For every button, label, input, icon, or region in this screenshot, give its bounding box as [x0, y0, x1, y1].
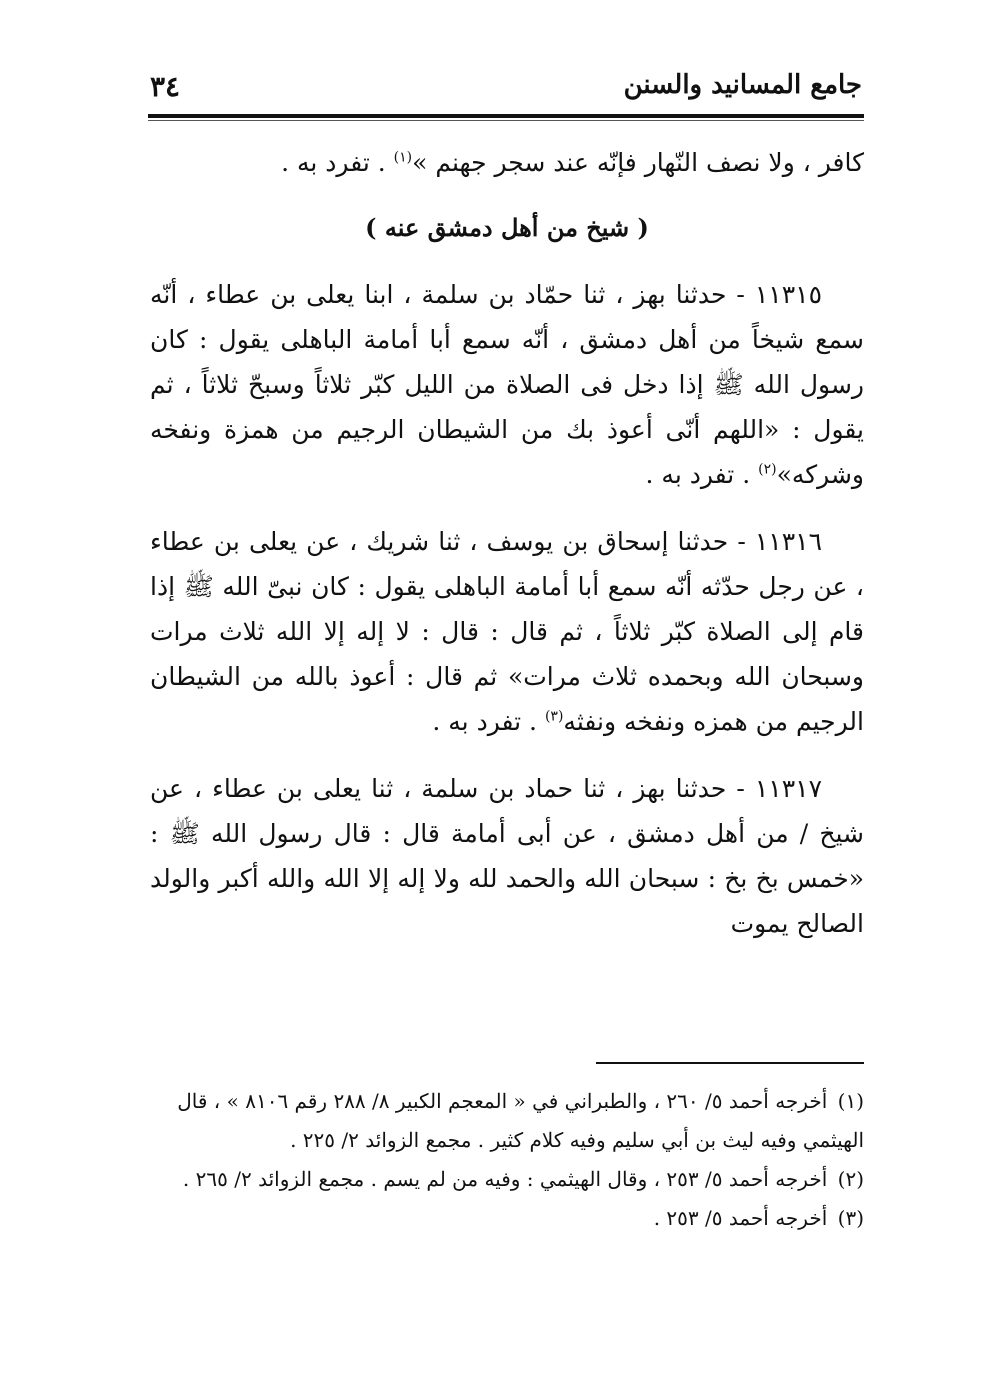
hadith-11316-text: ١١٣١٦ - حدثنا إسحاق بن يوسف ، ثنا شريك ، عن يعلى بن عطاء ، عن رجل حدّثه أنّه سمع أبا أمامة الباهلى يقول : كان نبىّ الله ﷺ إذا قام إلى الصلاة كبّر ثلاثاً ، ثم قال : قال : لا إله إلا الله ثلاث مرات وسبحان الله وبحمده ثلاث مرات» ثم قال : أعوذ بالله من الشيطان الرجيم من همزه ونفخه ونفثه	[150, 527, 864, 736]
book-title: جامع المسانيد والسنن	[623, 70, 862, 100]
opening-line: كافر ، ولا نصف النّهار فإنّه عند سجر جهنم »	[412, 148, 864, 177]
footnote-text: أخرجه أحمد ٥/ ٢٦٠ ، والطبراني في « المعجم الكبير ٨/ ٢٨٨ رقم ٨١٠٦ » ، قال الهيثمي وفيه ليث بن أبي سليم وفيه كلام كثير . مجمع الزوائد ٢/ ٢٢٥ .	[177, 1089, 864, 1152]
footnote-2	[150, 1160, 864, 1199]
footnote-text: أخرجه أحمد ٥/ ٢٥٣ ، وقال الهيثمي : وفيه من لم يسم . مجمع الزوائد ٢/ ٢٦٥ .	[182, 1167, 828, 1191]
hadith-11317	[150, 766, 864, 946]
header-rule	[148, 114, 864, 118]
section-heading: ( شيخ من أهل دمشق عنه )	[365, 213, 649, 242]
opening-paragraph	[150, 140, 864, 185]
footnote-ref-1: (١)	[393, 149, 413, 166]
header-rule-thin	[148, 120, 864, 121]
page-number: ٣٤	[150, 70, 181, 103]
hadith-11316-tail: . تفرد به .	[432, 707, 545, 736]
hadith-11315-text: ١١٣١٥ - حدثنا بهز ، ثنا حمّاد بن سلمة ، ابنا يعلى بن عطاء ، أنّه سمع شيخاً من أهل دمشق ، أنّه سمع أبا أمامة الباهلى يقول : كان رسول الله ﷺ إذا دخل فى الصلاة من الليل كبّر ثلاثاً وسبحّ ثلاثاً ، ثم يقول : «اللهم أنّى أعوذ بك من الشيطان الرجيم من همزة ونفخه وشركه»	[150, 280, 864, 489]
footnote-text: أخرجه أحمد ٥/ ٢٥٣ .	[653, 1206, 828, 1230]
main-text	[150, 140, 864, 968]
footnotes	[150, 1082, 864, 1238]
hadith-11316	[150, 519, 864, 744]
hadith-11315	[150, 272, 864, 497]
footnote-3	[150, 1199, 864, 1238]
footnote-number: (١)	[837, 1089, 864, 1113]
footnote-number: (٢)	[837, 1167, 864, 1191]
opening-tail: . تفرد به .	[281, 148, 394, 177]
running-header	[150, 62, 862, 112]
footnote-ref-3: (٣)	[544, 708, 564, 725]
footnote-number: (٣)	[837, 1206, 864, 1230]
footnote-rule	[596, 1062, 864, 1064]
hadith-11317-text: ١١٣١٧ - حدثنا بهز ، ثنا حماد بن سلمة ، ثنا يعلى بن عطاء ، عن شيخ / من أهل دمشق ، عن أبى أمامة قال : قال رسول الله ﷺ : «خمس بخ بخ : سبحان الله والحمد لله ولا إله إلا الله والله أكبر والولد الصالح يموت	[150, 774, 864, 938]
hadith-11315-tail: . تفرد به .	[645, 460, 759, 489]
footnote-ref-2: (٢)	[758, 461, 777, 478]
footnote-1	[150, 1082, 864, 1160]
